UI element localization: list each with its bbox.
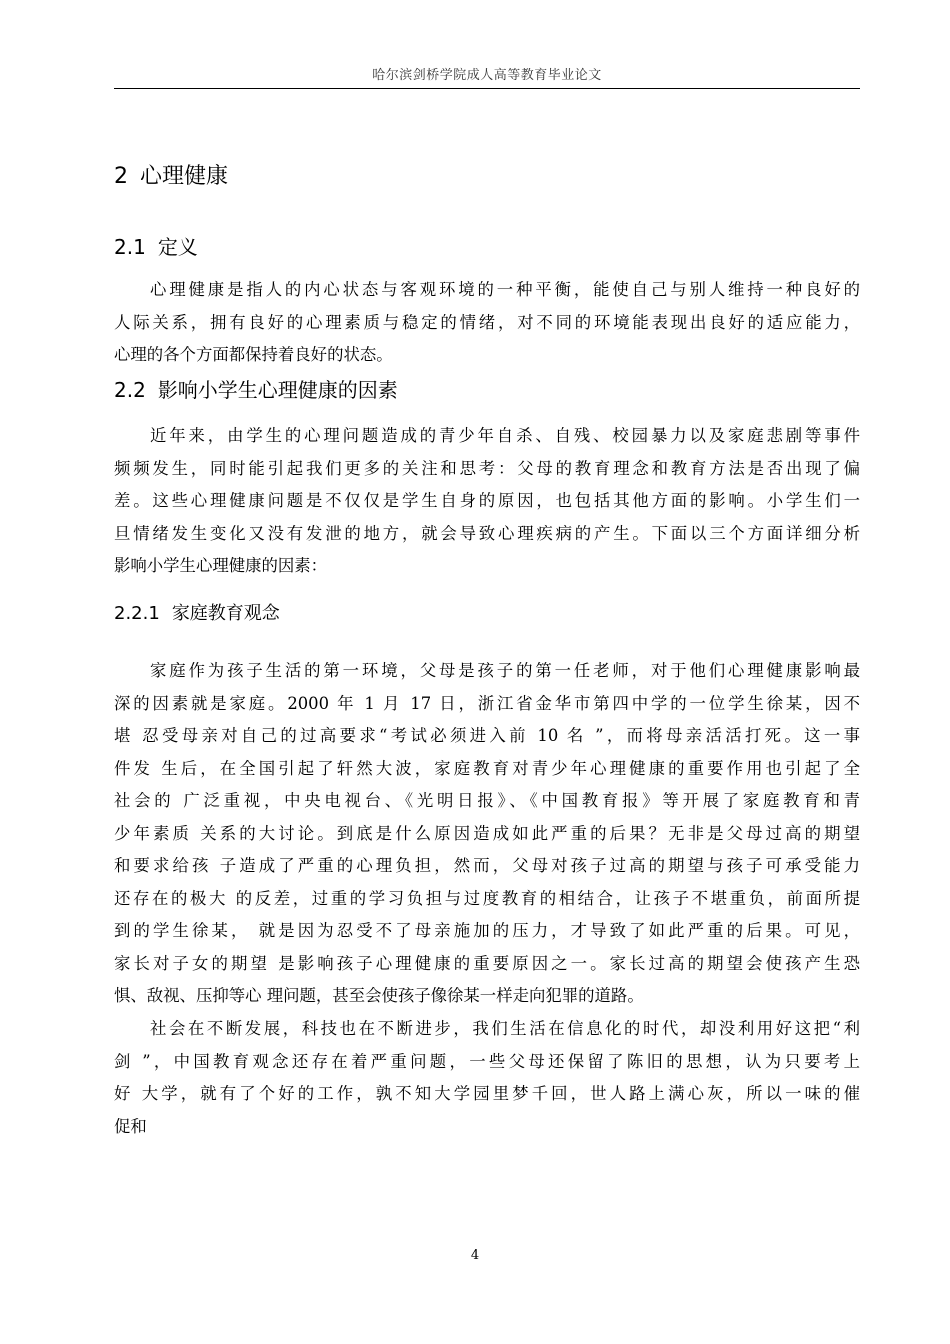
text-line: 剑 ”，中国教育观念还存在着严重问题，一些父母还保留了陈旧的思想，认为只要考上	[114, 1051, 860, 1071]
section-number: 2	[114, 164, 128, 189]
section-number: 2.2.1	[114, 603, 160, 624]
text-line: 家长对子女的期望 是影响孩子心理健康的重要原因之一。家长过高的期望会使孩产生恐	[114, 953, 860, 973]
text-line: 旦情绪发生变化又没有发泄的地方，就会导致心理疾病的产生。下面以三个方面详细分析	[114, 523, 860, 543]
section-heading-2-2-1	[114, 600, 280, 628]
section-title: 影响小学生心理健康的因素	[157, 378, 398, 402]
section-title: 心理健康	[140, 164, 229, 189]
text-line: 社会在不断发展，科技也在不断进步，我们生活在信息化的时代，却没利用好这把“利	[150, 1019, 860, 1038]
text-line: 惧、敌视、压抑等心 理问题，甚至会使孩子像徐某一样走向犯罪的道路。	[114, 986, 644, 1005]
paragraph-definition	[114, 274, 860, 372]
running-header: 哈尔滨剑桥学院成人高等教育毕业论文	[372, 68, 602, 83]
text-line: 少年素质 关系的大讨论。到底是什么原因造成如此严重的后果？无非是父母过高的期望	[114, 823, 860, 843]
text-line: 影响小学生心理健康的因素：	[114, 556, 328, 575]
text-line: 社会的 广泛重视，中央电视台、《光明日报》、《中国教育报》等开展了家庭教育和青	[114, 791, 860, 810]
paragraph-family-education	[114, 655, 860, 1013]
text-line: 人际关系，拥有良好的心理素质与稳定的情绪，对不同的环境能表现出良好的适应能力，	[114, 312, 860, 332]
section-heading-2-2	[114, 375, 398, 405]
text-line: 频频发生，同时能引起我们更多的关注和思考：父母的教育理念和教育方法是否出现了偏	[114, 458, 860, 478]
text-line: 件发 生后，在全国引起了轩然大波，家庭教育对青少年心理健康的重要作用也引起了全	[114, 758, 860, 778]
text-line: 心理健康是指人的内心状态与客观环境的一种平衡，能使自己与别人维持一种良好的	[150, 280, 860, 299]
section-number: 2.2	[114, 378, 146, 402]
text-line: 堪 忍受母亲对自己的过高要求“考试必须进入前 10 名 ”，而将母亲活活打死。这一事	[114, 726, 860, 745]
text-line: 好 大学，就有了个好的工作，孰不知大学园里梦千回，世人路上满心灰，所以一味的催	[114, 1084, 860, 1103]
section-heading-2	[114, 160, 228, 194]
header-divider	[114, 88, 860, 89]
text-line: 和要求给孩 子造成了严重的心理负担，然而，父母对孩子过高的期望与孩子可承受能力	[114, 856, 860, 875]
text-line: 家庭作为孩子生活的第一环境，父母是孩子的第一任老师，对于他们心理健康影响最	[150, 661, 860, 680]
text-line: 深的因素就是家庭。2000 年 1 月 17 日，浙江省金华市第四中学的一位学生徐某，因不	[114, 693, 860, 713]
section-heading-2-1	[114, 232, 198, 262]
section-title: 家庭教育观念	[171, 603, 280, 624]
paragraph-factors-intro	[114, 420, 860, 583]
text-line: 还存在的极大 的反差，过重的学习负担与过度教育的相结合，让孩子不堪重负，前面所提	[114, 888, 860, 908]
paragraph-society	[114, 1013, 860, 1143]
text-line: 差。这些心理健康问题是不仅仅是学生自身的原因，也包括其他方面的影响。小学生们一	[114, 491, 860, 510]
page-number: 4	[470, 1248, 480, 1263]
text-line: 心理的各个方面都保持着良好的状态。	[114, 345, 393, 364]
section-title: 定义	[157, 235, 198, 259]
text-line: 到的学生徐某， 就是因为忍受不了母亲施加的压力，才导致了如此严重的后果。可见，	[114, 921, 860, 940]
section-number: 2.1	[114, 235, 146, 259]
text-line: 近年来，由学生的心理问题造成的青少年自杀、自残、校园暴力以及家庭悲剧等事件	[150, 426, 860, 445]
text-line: 促和	[114, 1116, 147, 1136]
